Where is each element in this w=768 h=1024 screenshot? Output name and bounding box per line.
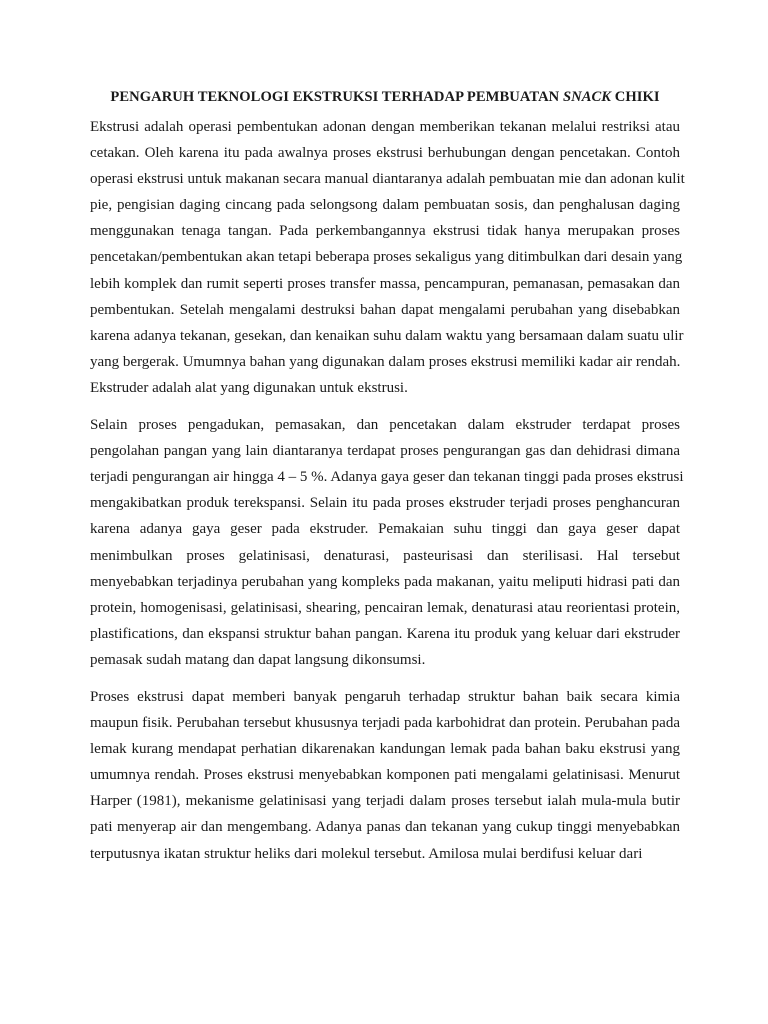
title-text-italic: SNACK [562, 89, 612, 105]
text-line: lemak kurang mendapat perhatian dikarenakan kandungan lemak pada bahan baku ekstrusi yang [90, 741, 680, 758]
text-line: pemasak sudah matang dan dapat langsung dikonsumsi. [90, 651, 426, 668]
text-line: Selain proses pengadukan, pemasakan, dan pencetakan dalam ekstruder terdapat proses [90, 417, 680, 434]
document-title [90, 88, 680, 106]
text-line: pembentukan. Setelah mengalami destruksi bahan dapat mengalami perubahan yang disebabkan [90, 301, 680, 318]
text-line: Proses ekstrusi dapat memberi banyak pengaruh terhadap struktur bahan baik secara kimia [90, 688, 680, 705]
text-line: umumnya rendah. Proses ekstrusi menyebabkan komponen pati mengalami gelatinisasi. Menurut [90, 767, 680, 784]
paragraph-1 [90, 114, 685, 401]
title-text-before: PENGARUH TEKNOLOGI EKSTRUKSI TERHADAP PEMBUATAN [110, 89, 563, 105]
text-line: lebih komplek dan rumit seperti proses transfer massa, pencampuran, pemanasan, pemasakan dan [90, 275, 680, 292]
text-line: maupun fisik. Perubahan tersebut khususnya terjadi pada karbohidrat dan protein. Perubahan pada [90, 715, 680, 732]
title-text-after: CHIKI [611, 89, 660, 105]
text-line: karena adanya tekanan, gesekan, dan kenaikan suhu dalam waktu yang bersamaan dalam suatu ulir [90, 327, 684, 344]
paragraph-3 [90, 684, 680, 867]
text-line: karena adanya gaya geser pada ekstruder. Pemakaian suhu tinggi dan gaya geser dapat [90, 521, 680, 538]
text-line: terputusnya ikatan struktur heliks dari molekul tersebut. Amilosa mulai berdifusi keluar dari [90, 845, 643, 862]
text-line: Ekstruder adalah alat yang digunakan untuk ekstrusi. [90, 379, 408, 396]
text-line: terjadi pengurangan air hingga 4 – 5 %. Adanya gaya geser dan tekanan tinggi pada proses ekstrusi [90, 469, 684, 486]
text-line: menggunakan tenaga tangan. Pada perkembangannya ekstrusi tidak hanya merupakan proses [90, 223, 680, 240]
document-page [90, 88, 685, 878]
text-line: pie, pengisian daging cincang pada selongsong dalam pembuatan sosis, dan penghalusan daging [90, 197, 680, 214]
text-line: Harper (1981), mekanisme gelatinisasi yang terjadi dalam proses tersebut ialah mula-mula butir [90, 793, 680, 810]
paragraph-2 [90, 412, 684, 673]
text-line: pati menyerap air dan mengembang. Adanya panas dan tekanan yang cukup tinggi menyebabkan [90, 819, 680, 836]
text-line: cetakan. Oleh karena itu pada awalnya proses ekstrusi berhubungan dengan pencetakan. Contoh [90, 145, 680, 162]
text-line: plastifications, dan ekspansi struktur bahan pangan. Karena itu produk yang keluar dari ekstruder [90, 625, 680, 642]
text-line: protein, homogenisasi, gelatinisasi, shearing, pencairan lemak, denaturasi atau reorientasi protein, [90, 599, 680, 616]
text-line: operasi ekstrusi untuk makanan secara manual diantaranya adalah pembuatan mie dan adonan kulit [90, 171, 685, 188]
text-line: pengolahan pangan yang lain diantaranya terdapat proses pengurangan gas dan dehidrasi dimana [90, 443, 680, 460]
text-line: menimbulkan proses gelatinisasi, denaturasi, pasteurisasi dan sterilisasi. Hal tersebut [90, 547, 680, 564]
text-line: Ekstrusi adalah operasi pembentukan adonan dengan memberikan tekanan melalui restriksi atau [90, 119, 680, 135]
text-line: mengakibatkan produk terekspansi. Selain itu pada proses ekstruder terjadi proses penghancuran [90, 495, 680, 512]
text-line: yang bergerak. Umumnya bahan yang digunakan dalam proses ekstrusi memiliki kadar air rendah. [90, 353, 681, 370]
text-line: pencetakan/pembentukan akan tetapi beberapa proses sekaligus yang ditimbulkan dari desain yang [90, 249, 683, 266]
text-line: menyebabkan terjadinya perubahan yang kompleks pada makanan, yaitu meliputi hidrasi pati dan [90, 573, 680, 590]
